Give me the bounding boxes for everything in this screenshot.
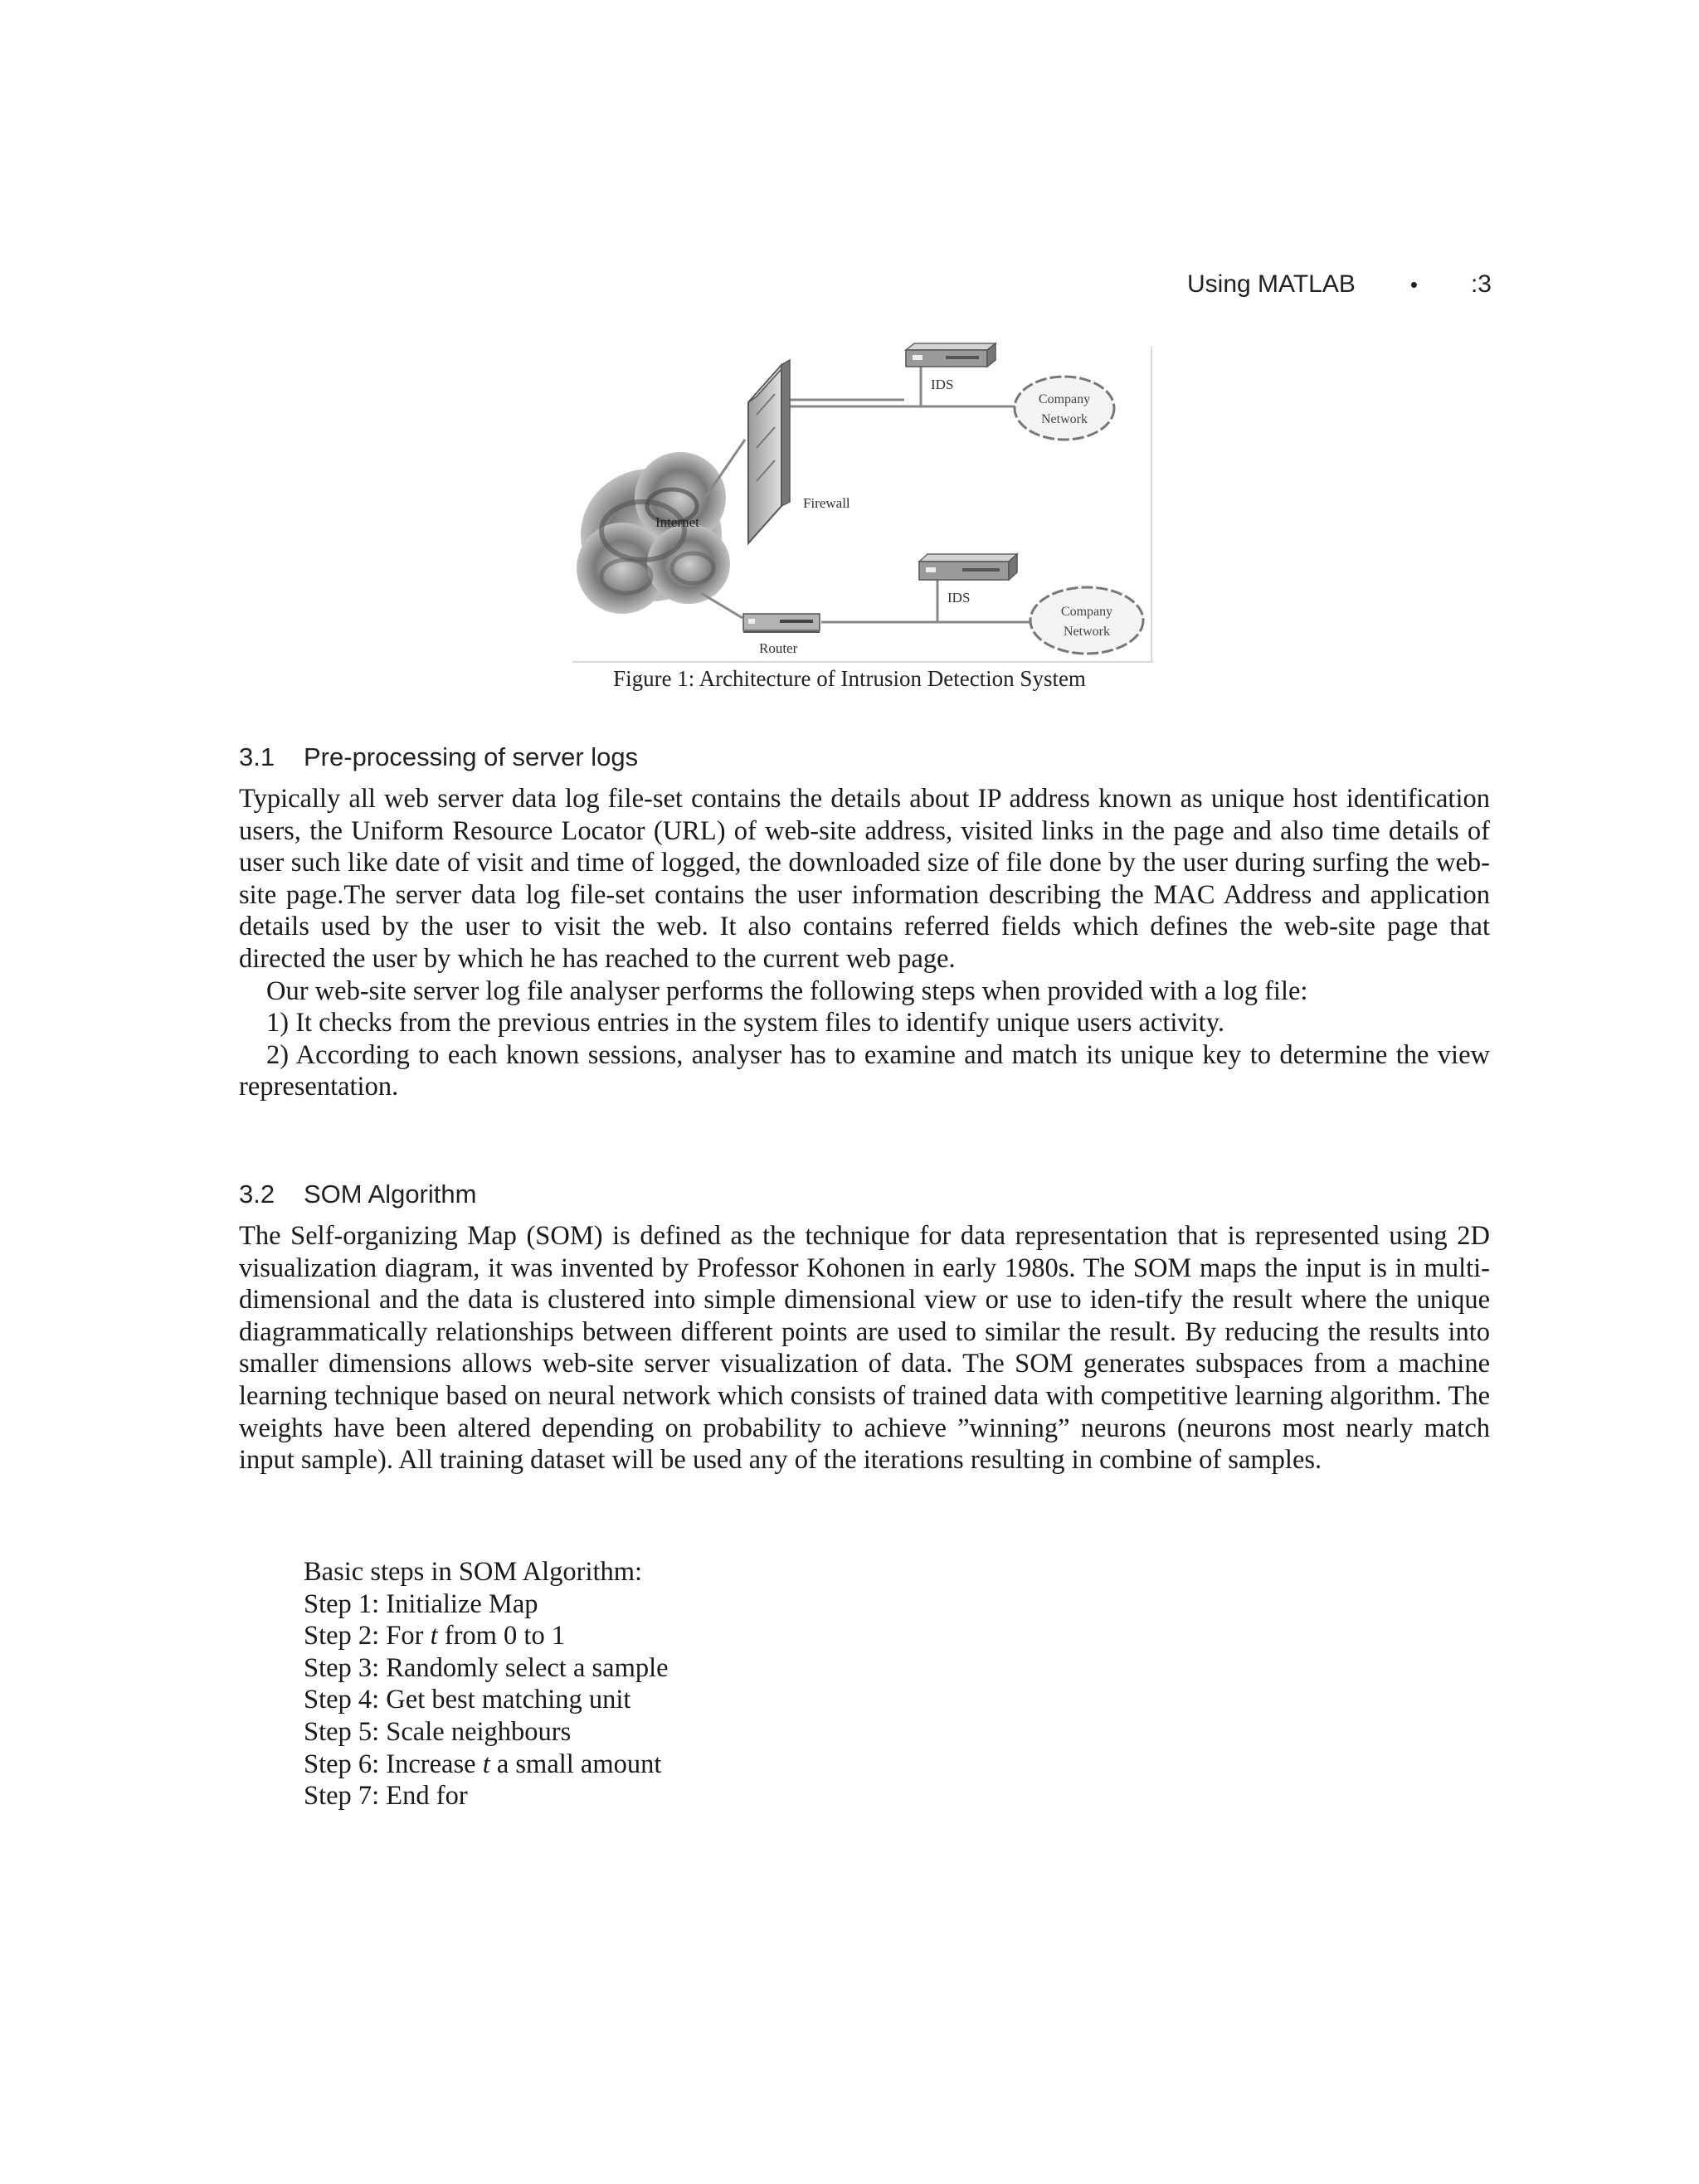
figure-ids-architecture <box>572 340 1153 664</box>
step-text: Step 6: Increase <box>304 1749 483 1779</box>
step-item: Step 1: Initialize Map <box>304 1588 538 1619</box>
ids-top-label: IDS <box>931 377 954 392</box>
section-3-2-body <box>239 1220 1490 1476</box>
section-number: 3.2 <box>239 1180 275 1209</box>
step-item: Step 5: Scale neighbours <box>304 1716 572 1747</box>
header-bullet: • <box>1409 271 1418 297</box>
firewall-icon <box>748 360 790 543</box>
page-number: :3 <box>1470 270 1492 298</box>
router-label: Router <box>759 640 798 656</box>
step-text: a small amount <box>489 1749 662 1779</box>
step-item: Step 3: Randomly select a sample <box>304 1652 669 1683</box>
ids-bottom-label: IDS <box>947 590 971 606</box>
ids-architecture-diagram <box>572 340 1153 664</box>
section-number: 3.1 <box>239 742 275 771</box>
step-item <box>304 1620 669 1652</box>
step-item: Step 4: Get best matching unit <box>304 1685 631 1715</box>
paragraph: The Self-organizing Map (SOM) is defined as the technique for data representation that is represented using 2D visualization diagram, it was invented by Professor Kohonen in early 1980s. The SOM maps the input is in multi-dimensional and the data is clustered into simple dimensional view or use to iden-tify the result where the unique diagrammatically relationships between different points are used to similar the result. By reducing the results into smaller dimensions allows web-site server visualization of data. The SOM generates subspaces from a machine learning technique based on neural network which consists of trained data with competitive learning algorithm. The weights have been altered depending on probability to achieve ”winning” neurons (neurons most nearly match input sample). All training dataset will be used any of the iterations resulting in combine of samples. <box>239 1221 1490 1476</box>
section-title: Pre-processing of server logs <box>304 742 639 771</box>
section-heading-3-2 <box>239 1180 476 1209</box>
ids-device-bottom-icon <box>919 554 1017 580</box>
running-title: Using MATLAB <box>1187 270 1356 298</box>
running-head <box>1187 270 1492 299</box>
step-item <box>304 1749 669 1781</box>
paragraph: Typically all web server data log file-set contains the details about IP address known as unique host identification users, the Uniform Resource Locator (URL) of web-site address, visited links in the page and also time details of user such like date of visit and time of logged, the downloaded size of file done by the user during surfing the web-site page.The server data log file-set contains the user information describing the MAC Address and application details used by the user to visit the web. It also contains referred fields which defines the web-site page that directed the user by which he has reached to the current web page. <box>239 784 1490 974</box>
router-icon <box>743 614 820 632</box>
company-network-bottom-icon <box>1030 587 1143 654</box>
section-title: SOM Algorithm <box>304 1180 477 1209</box>
internet-label: Internet <box>655 514 699 530</box>
paragraph: 1) It checks from the previous entries in the system files to identify unique users activity. <box>266 1008 1224 1038</box>
figure-caption: Figure 1: Architecture of Intrusion Detection System <box>613 666 1086 691</box>
steps-heading: Basic steps in SOM Algorithm: <box>304 1557 643 1587</box>
company-network-top-label-line2: Network <box>1041 412 1088 426</box>
section-heading-3-1 <box>239 742 638 772</box>
section-3-1-body <box>239 783 1490 1103</box>
step-text: Step 2: For <box>304 1621 431 1651</box>
internet-cloud-icon <box>577 452 730 614</box>
firewall-label: Firewall <box>803 495 850 511</box>
ids-device-top-icon <box>906 343 996 367</box>
company-network-top-icon <box>1015 377 1114 440</box>
paragraph: 2) According to each known sessions, analyser has to examine and match its unique key to determine the view representation. <box>239 1039 1490 1102</box>
step-variable: t <box>430 1621 438 1651</box>
step-item: Step 7: End for <box>304 1781 468 1812</box>
step-variable: t <box>482 1749 490 1779</box>
paragraph: Our web-site server log file analyser performs the following steps when provided with a log file: <box>266 975 1308 1006</box>
step-text: from 0 to 1 <box>437 1621 566 1651</box>
company-network-top-label-line1: Company <box>1038 392 1091 406</box>
company-network-bottom-label-line2: Network <box>1064 625 1110 639</box>
som-steps-list <box>304 1556 669 1812</box>
company-network-bottom-label-line1: Company <box>1060 605 1113 619</box>
